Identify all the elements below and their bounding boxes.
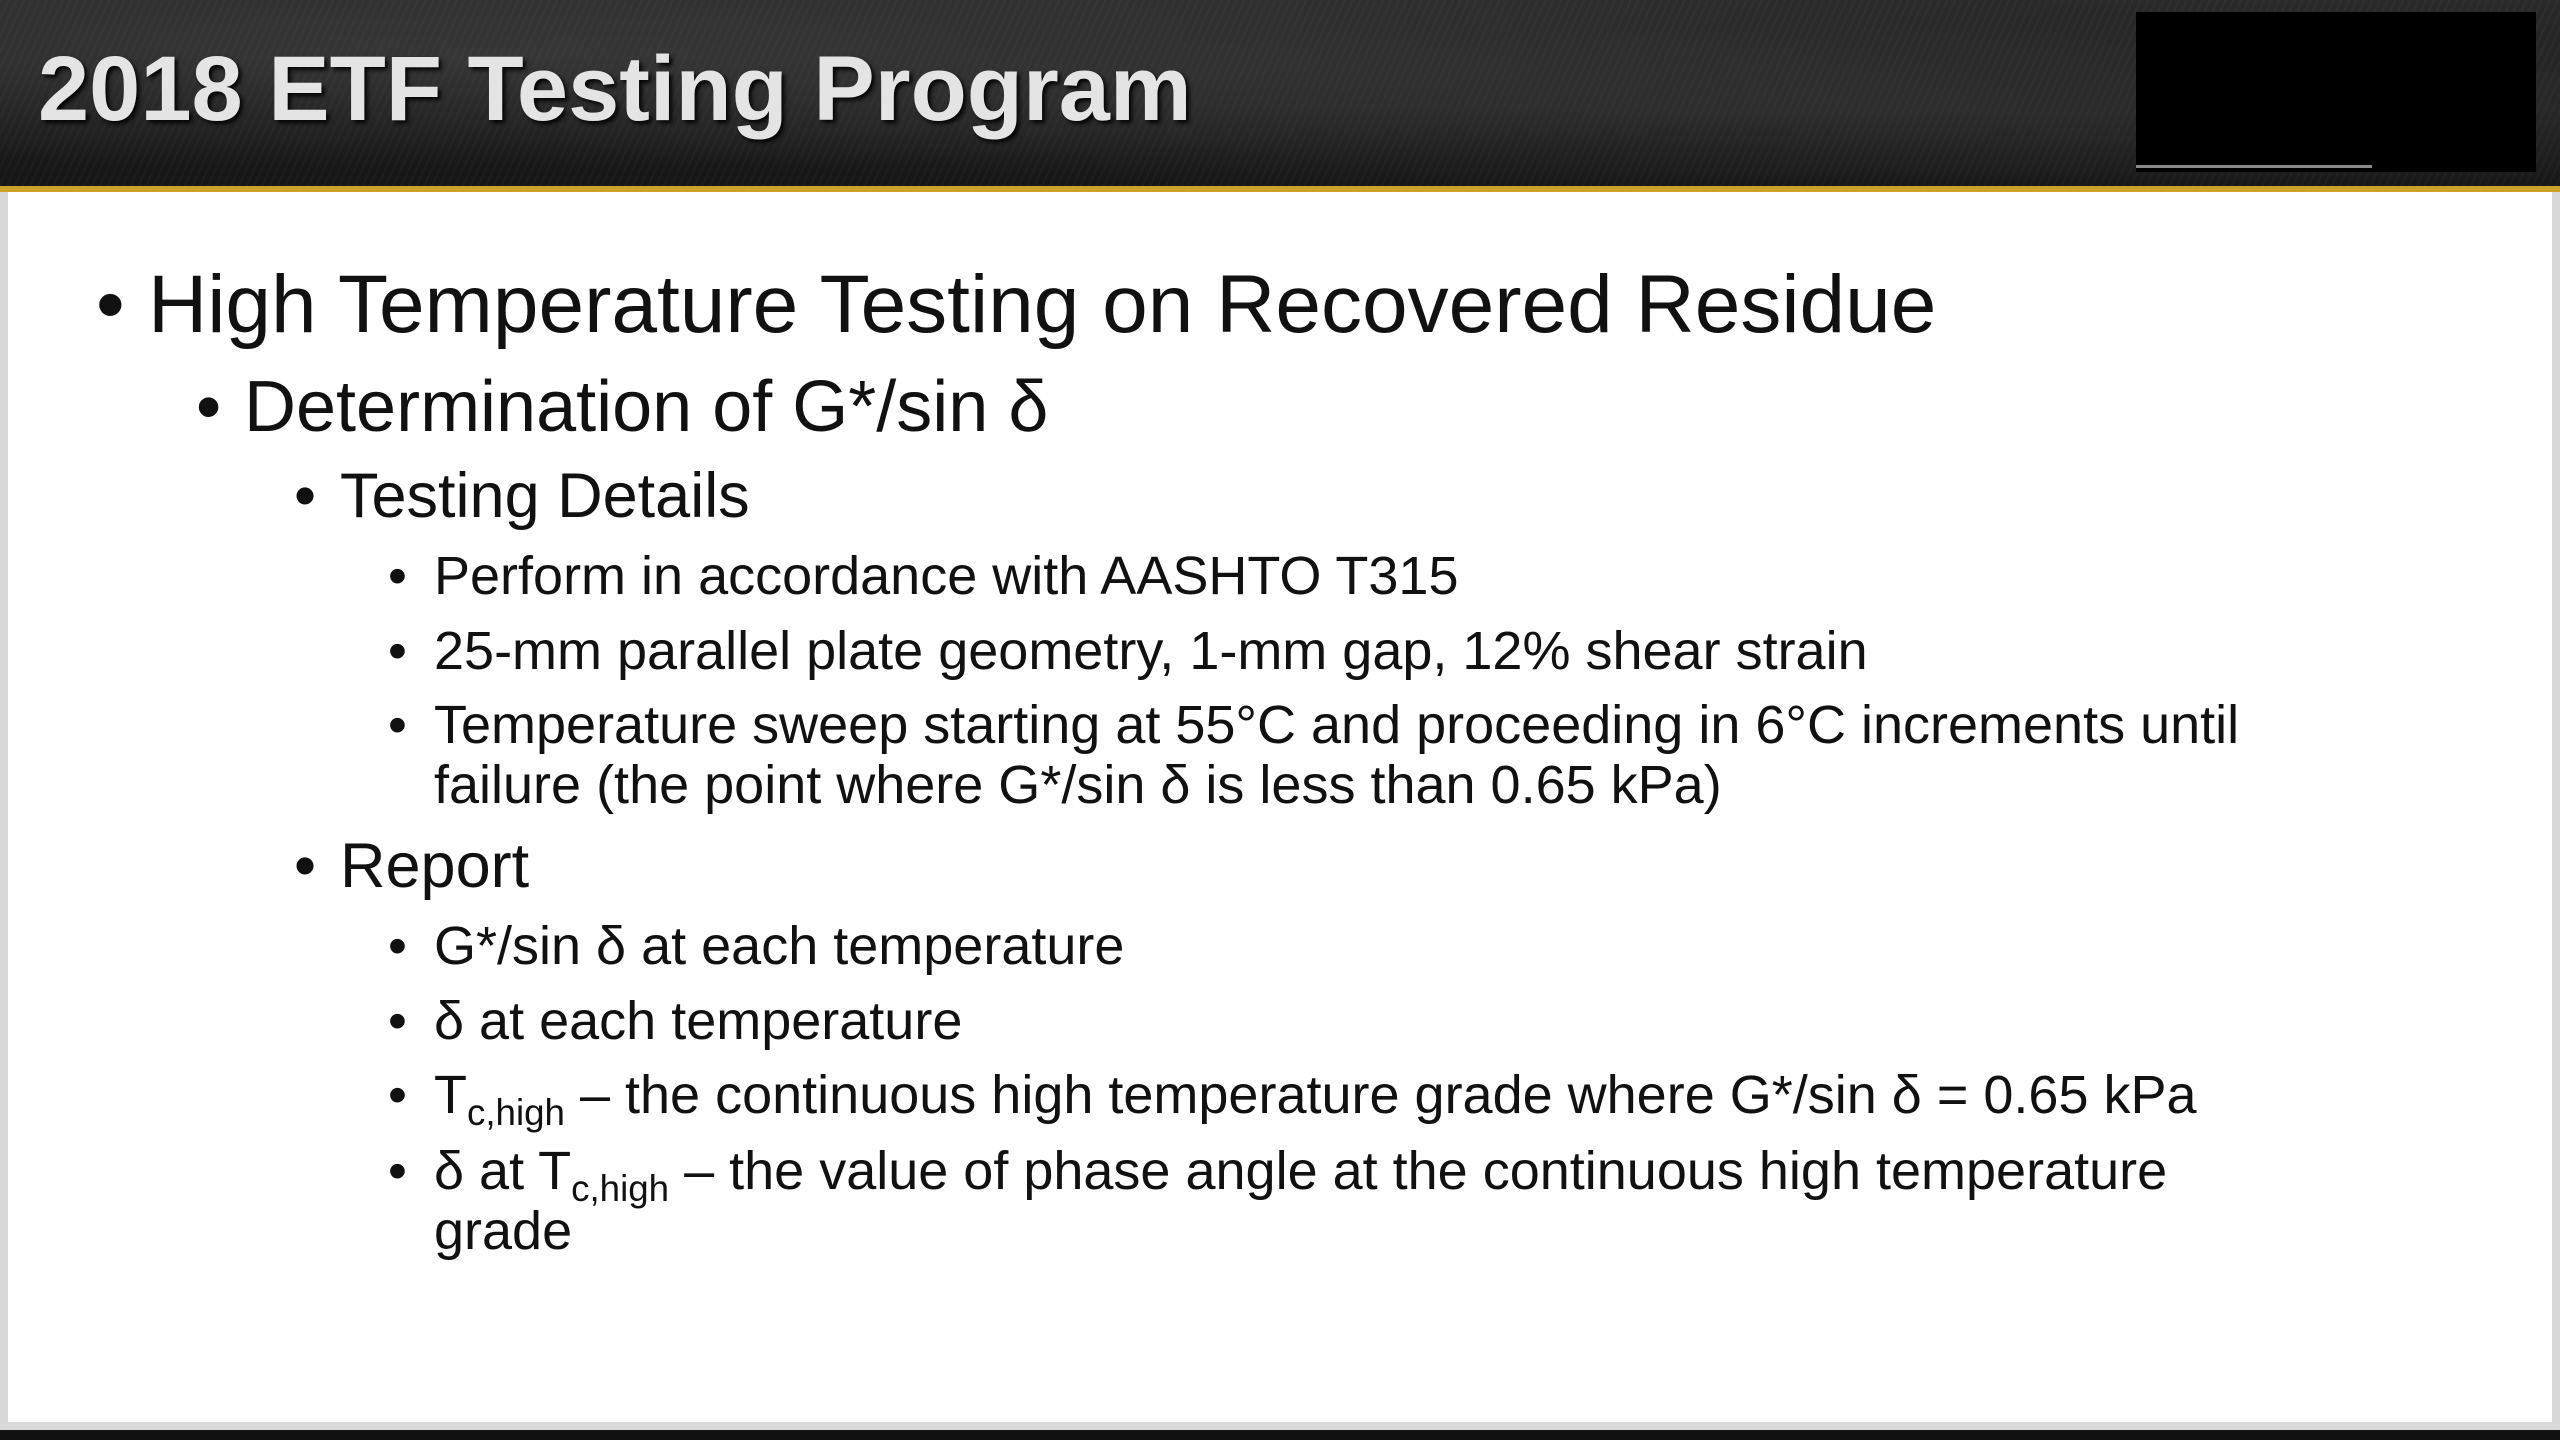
bullet-glyph: •	[96, 259, 125, 350]
tc-high-subscript: c,high	[467, 1091, 565, 1133]
bullet-delta-at-tc-high-line2: grade	[434, 1201, 573, 1261]
bullet-glyph: •	[388, 991, 407, 1051]
delta-tc-description: – the value of phase angle at the continuous high temperature	[669, 1141, 2168, 1201]
bullet-glyph: •	[388, 916, 407, 976]
logo-underline	[2136, 165, 2372, 168]
bullet-glyph: •	[294, 461, 317, 531]
bullet-tc-high	[434, 1064, 2197, 1133]
bullet-report: Report	[340, 831, 530, 901]
bullet-high-temp-testing: High Temperature Testing on Recovered Residue	[148, 259, 1937, 350]
bullet-aashto: Perform in accordance with AASHTO T315	[434, 546, 1459, 606]
bullet-plate-geometry: 25-mm parallel plate geometry, 1-mm gap, 12% shear strain	[434, 621, 1868, 681]
bullet-delta-each-temp: δ at each temperature	[434, 991, 963, 1051]
delta-tc-prefix: δ at T	[434, 1141, 572, 1201]
bullet-temperature-sweep-line1: Temperature sweep starting at 55°C and proceeding in 6°C increments until	[434, 695, 2240, 755]
delta-tc-subscript: c,high	[571, 1167, 670, 1209]
bullet-glyph: •	[388, 621, 407, 681]
tc-high-prefix: T	[434, 1065, 467, 1125]
bullet-gsin-each-temp: G*/sin δ at each temperature	[434, 916, 1125, 976]
bullet-glyph: •	[388, 546, 407, 606]
bullet-determination: Determination of G*/sin δ	[244, 367, 1049, 447]
bullet-glyph: •	[196, 367, 222, 447]
bullet-glyph: •	[294, 831, 317, 901]
logo-block	[2136, 12, 2536, 172]
slide-bottom-frame	[0, 1430, 2560, 1440]
bullet-glyph: •	[388, 695, 407, 755]
bullet-glyph: •	[388, 1065, 407, 1125]
bullet-glyph: •	[388, 1141, 407, 1201]
bullet-temperature-sweep-line2: failure (the point where G*/sin δ is less than 0.65 kPa)	[434, 755, 1722, 815]
tc-high-description: – the continuous high temperature grade where G*/sin δ = 0.65 kPa	[564, 1065, 2197, 1125]
bullet-testing-details: Testing Details	[340, 461, 750, 531]
slide-title: 2018 ETF Testing Program	[38, 38, 1192, 140]
title-banner	[0, 0, 2560, 186]
bullet-delta-at-tc-high	[434, 1140, 2168, 1209]
